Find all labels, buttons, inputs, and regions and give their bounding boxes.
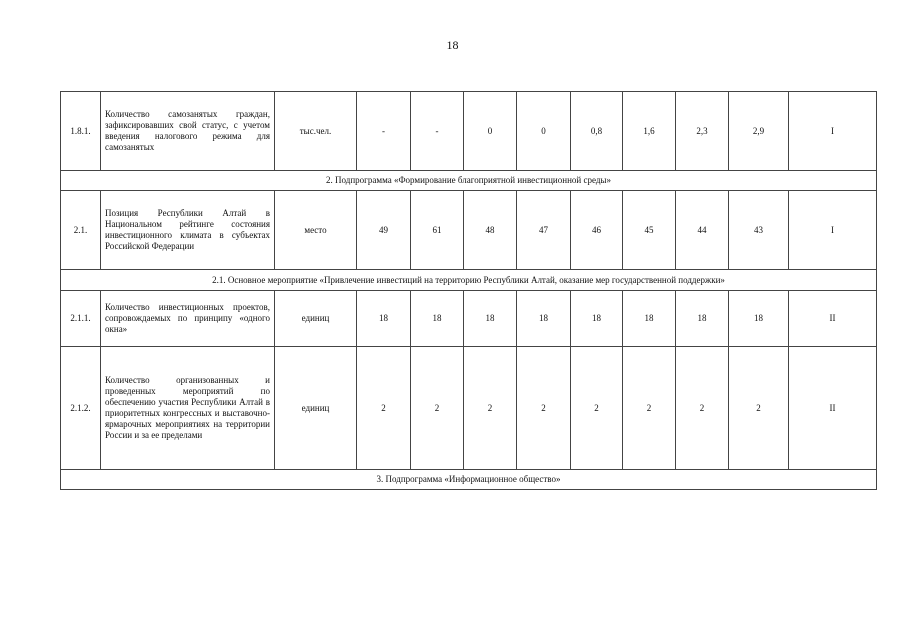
section-row bbox=[61, 171, 877, 191]
row-number: 2.1.1. bbox=[61, 291, 101, 347]
value-cell: 2 bbox=[464, 347, 517, 470]
value-cell: - bbox=[411, 92, 464, 171]
value-cell: 18 bbox=[729, 291, 789, 347]
unit-cell: единиц bbox=[275, 347, 357, 470]
value-cell: 2 bbox=[623, 347, 676, 470]
value-cell: 0 bbox=[464, 92, 517, 171]
value-cell: 2,3 bbox=[676, 92, 729, 171]
table-row bbox=[61, 347, 877, 470]
category-cell: I bbox=[789, 92, 877, 171]
indicator-description: Позиция Республики Алтай в Национальном рейтинге состояния инвестиционного климата в субъектах Российской Федерации bbox=[101, 191, 275, 270]
table-row bbox=[61, 291, 877, 347]
value-cell: 1,6 bbox=[623, 92, 676, 171]
value-cell: 44 bbox=[676, 191, 729, 270]
category-cell: II bbox=[789, 347, 877, 470]
value-cell: 18 bbox=[517, 291, 571, 347]
section-title: 2. Подпрограмма «Формирование благоприятной инвестиционной среды» bbox=[61, 171, 877, 191]
value-cell: 61 bbox=[411, 191, 464, 270]
table-row bbox=[61, 92, 877, 171]
value-cell: 2 bbox=[729, 347, 789, 470]
indicator-description: Количество организованных и проведенных мероприятий по обеспечению участия Республики Алтай в приоритетных конгрессных и выставочно-ярмарочных мероприятиях на территории России и за ее пределами bbox=[101, 347, 275, 470]
value-cell: 48 bbox=[464, 191, 517, 270]
unit-cell: единиц bbox=[275, 291, 357, 347]
table-row bbox=[61, 191, 877, 270]
section-row bbox=[61, 470, 877, 490]
indicator-description: Количество самозанятых граждан, зафиксировавших свой статус, с учетом введения налогового режима для самозанятых bbox=[101, 92, 275, 171]
value-cell: 2 bbox=[517, 347, 571, 470]
row-number: 1.8.1. bbox=[61, 92, 101, 171]
row-number: 2.1. bbox=[61, 191, 101, 270]
value-cell: 18 bbox=[357, 291, 411, 347]
value-cell: 18 bbox=[411, 291, 464, 347]
value-cell: 2 bbox=[357, 347, 411, 470]
value-cell: 2 bbox=[411, 347, 464, 470]
category-cell: II bbox=[789, 291, 877, 347]
unit-cell: тыс.чел. bbox=[275, 92, 357, 171]
category-cell: I bbox=[789, 191, 877, 270]
value-cell: 2 bbox=[571, 347, 623, 470]
value-cell: 47 bbox=[517, 191, 571, 270]
unit-cell: место bbox=[275, 191, 357, 270]
value-cell: 18 bbox=[464, 291, 517, 347]
value-cell: 43 bbox=[729, 191, 789, 270]
value-cell: 45 bbox=[623, 191, 676, 270]
value-cell: - bbox=[357, 92, 411, 171]
value-cell: 49 bbox=[357, 191, 411, 270]
section-title: 2.1. Основное мероприятие «Привлечение инвестиций на территорию Республики Алтай, оказание мер государственной поддержки» bbox=[61, 270, 877, 291]
value-cell: 0,8 bbox=[571, 92, 623, 171]
value-cell: 46 bbox=[571, 191, 623, 270]
row-number: 2.1.2. bbox=[61, 347, 101, 470]
indicators-table bbox=[60, 91, 877, 490]
value-cell: 0 bbox=[517, 92, 571, 171]
value-cell: 18 bbox=[571, 291, 623, 347]
section-row bbox=[61, 270, 877, 291]
value-cell: 2 bbox=[676, 347, 729, 470]
value-cell: 18 bbox=[623, 291, 676, 347]
indicator-description: Количество инвестиционных проектов, сопровождаемых по принципу «одного окна» bbox=[101, 291, 275, 347]
value-cell: 18 bbox=[676, 291, 729, 347]
page-number: 18 bbox=[446, 38, 459, 52]
value-cell: 2,9 bbox=[729, 92, 789, 171]
section-title: 3. Подпрограмма «Информационное общество» bbox=[61, 470, 877, 490]
